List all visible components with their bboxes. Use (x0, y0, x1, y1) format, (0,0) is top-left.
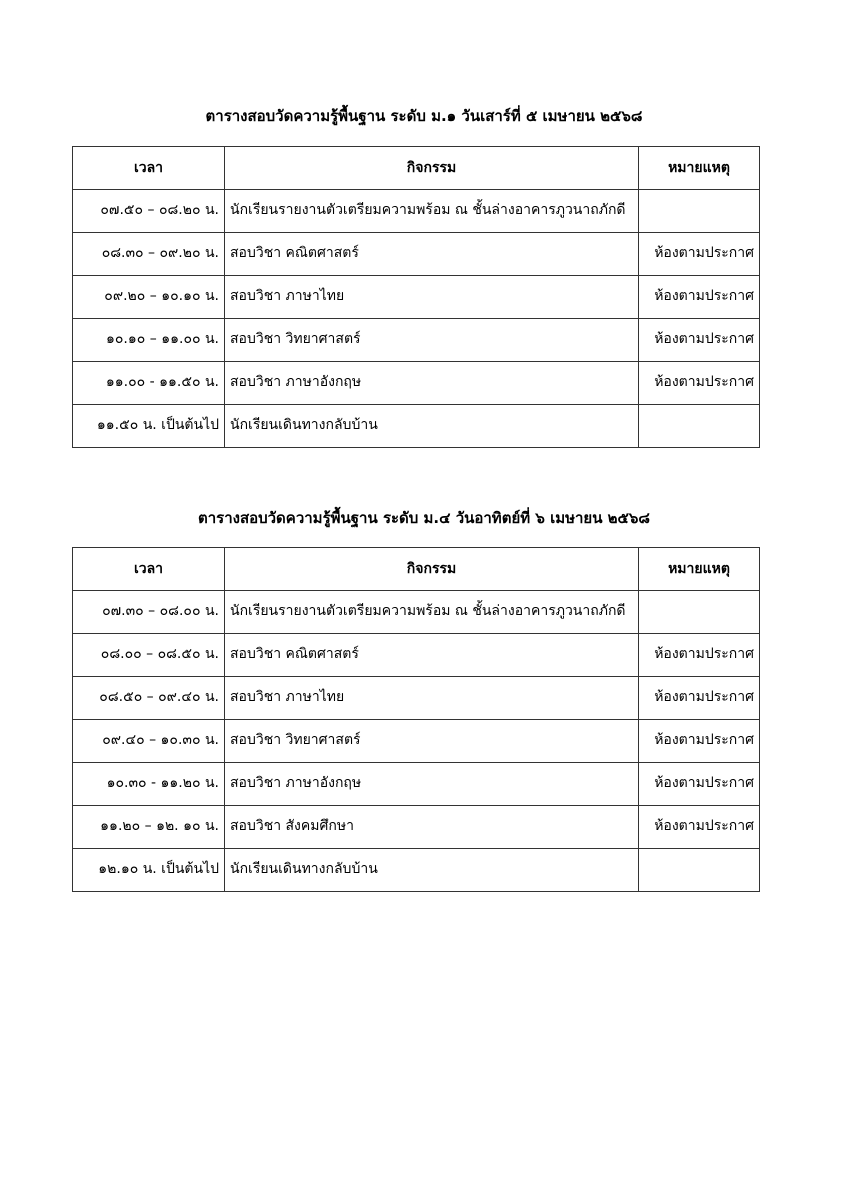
time-cell: ๑๐.๑๐ – ๑๑.๐๐ น. (73, 319, 225, 362)
table-row (73, 319, 760, 362)
time-cell: ๑๑.๕๐ น. เป็นต้นไป (73, 405, 225, 448)
header-note: หมายแหตุ (639, 548, 760, 591)
note-cell (639, 849, 760, 892)
activity-cell: สอบวิชา สังคมศึกษา (225, 806, 639, 849)
table-row (73, 233, 760, 276)
note-cell: ห้องตามประกาศ (639, 763, 760, 806)
note-cell: ห้องตามประกาศ (639, 720, 760, 763)
note-cell: ห้องตามประกาศ (639, 276, 760, 319)
time-cell: ๐๙.๔๐ – ๑๐.๓๐ น. (73, 720, 225, 763)
time-cell: ๐๘.๐๐ – ๐๘.๕๐ น. (73, 634, 225, 677)
activity-cell: สอบวิชา วิทยาศาสตร์ (225, 720, 639, 763)
time-cell: ๑๑.๒๐ – ๑๒. ๑๐ น. (73, 806, 225, 849)
table-row (73, 591, 760, 634)
activity-cell: สอบวิชา ภาษาอังกฤษ (225, 763, 639, 806)
activity-cell: สอบวิชา คณิตศาสตร์ (225, 233, 639, 276)
note-cell (639, 405, 760, 448)
schedule-table-m4 (72, 547, 760, 892)
note-cell: ห้องตามประกาศ (639, 806, 760, 849)
table-header-row (73, 147, 760, 190)
time-cell: ๐๙.๒๐ – ๑๐.๑๐ น. (73, 276, 225, 319)
table-row (73, 362, 760, 405)
table-header-row (73, 548, 760, 591)
note-cell (639, 591, 760, 634)
time-cell: ๑๒.๑๐ น. เป็นต้นไป (73, 849, 225, 892)
table-row (73, 763, 760, 806)
table-row (73, 806, 760, 849)
time-cell: ๑๐.๓๐ - ๑๑.๒๐ น. (73, 763, 225, 806)
activity-cell: นักเรียนรายงานตัวเตรียมความพร้อม ณ ชั้นล่างอาคารภูวนาถภักดี (225, 190, 639, 233)
schedule-title-m1: ตารางสอบวัดความรู้พื้นฐาน ระดับ ม.๑ วันเสาร์ที่ ๕ เมษายน ๒๕๖๘ (205, 107, 643, 125)
table-row (73, 634, 760, 677)
activity-cell: สอบวิชา ภาษาไทย (225, 677, 639, 720)
time-cell: ๑๑.๐๐ - ๑๑.๕๐ น. (73, 362, 225, 405)
time-cell: ๐๘.๓๐ – ๐๙.๒๐ น. (73, 233, 225, 276)
table-row (73, 720, 760, 763)
time-cell: ๐๗.๓๐ – ๐๘.๐๐ น. (73, 591, 225, 634)
schedule-table-m1 (72, 146, 760, 448)
table-row (73, 849, 760, 892)
header-activity: กิจกรรม (225, 147, 639, 190)
table-row (73, 405, 760, 448)
header-activity: กิจกรรม (225, 548, 639, 591)
header-time: เวลา (73, 147, 225, 190)
header-time: เวลา (73, 548, 225, 591)
schedule-title-m4: ตารางสอบวัดความรู้พื้นฐาน ระดับ ม.๔ วันอาทิตย์ที่ ๖ เมษายน ๒๕๖๘ (197, 509, 651, 527)
activity-cell: นักเรียนเดินทางกลับบ้าน (225, 849, 639, 892)
activity-cell: สอบวิชา คณิตศาสตร์ (225, 634, 639, 677)
time-cell: ๐๘.๕๐ – ๐๙.๔๐ น. (73, 677, 225, 720)
note-cell: ห้องตามประกาศ (639, 319, 760, 362)
note-cell (639, 190, 760, 233)
activity-cell: นักเรียนรายงานตัวเตรียมความพร้อม ณ ชั้นล่างอาคารภูวนาถภักดี (225, 591, 639, 634)
activity-cell: นักเรียนเดินทางกลับบ้าน (225, 405, 639, 448)
activity-cell: สอบวิชา วิทยาศาสตร์ (225, 319, 639, 362)
time-cell: ๐๗.๕๐ – ๐๘.๒๐ น. (73, 190, 225, 233)
table-row (73, 276, 760, 319)
note-cell: ห้องตามประกาศ (639, 677, 760, 720)
note-cell: ห้องตามประกาศ (639, 362, 760, 405)
activity-cell: สอบวิชา ภาษาไทย (225, 276, 639, 319)
note-cell: ห้องตามประกาศ (639, 233, 760, 276)
header-note: หมายแหตุ (639, 147, 760, 190)
activity-cell: สอบวิชา ภาษาอังกฤษ (225, 362, 639, 405)
note-cell: ห้องตามประกาศ (639, 634, 760, 677)
table-row (73, 190, 760, 233)
table-row (73, 677, 760, 720)
